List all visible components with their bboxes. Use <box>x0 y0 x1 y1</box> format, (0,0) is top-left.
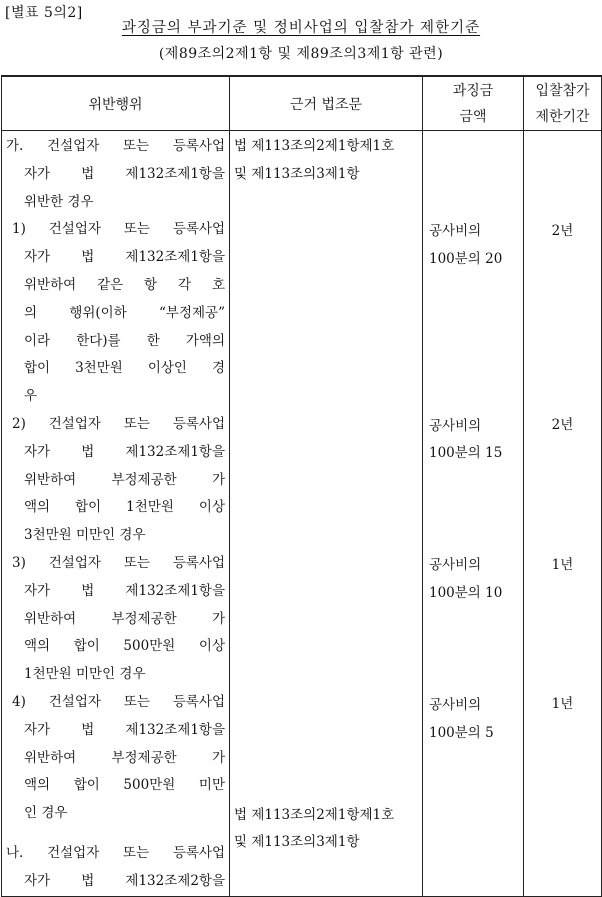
text-line: 이라 한다)를 한 가액의 <box>24 332 225 349</box>
text-line: 공사비의 <box>429 696 482 713</box>
text-line: 100분의 10 <box>429 584 503 601</box>
text-line: 및 제113조의3제1항 <box>234 165 360 182</box>
text-line: 인 경우 <box>24 805 68 822</box>
item-3-period: 1년 <box>551 556 574 573</box>
col-header-fine-line1: 과징금 <box>452 82 494 99</box>
text-line: 공사비의 <box>429 223 482 239</box>
section-b-violation <box>2 828 229 896</box>
col-header-fine <box>423 76 524 131</box>
text-line: 3천만원 미만인 경우 <box>24 527 146 544</box>
text-line: 자가 법 제132조제2항을 <box>24 872 225 889</box>
item-2-fine <box>423 411 523 469</box>
text-line: 자가 법 제132조제1항을 <box>24 443 225 460</box>
table-body-row <box>2 131 602 897</box>
item-2-period: 2년 <box>551 416 574 433</box>
text-line: 우 <box>24 388 38 405</box>
text-line: 2) 건설업자 또는 등록사업 <box>12 415 225 432</box>
item-3-fine <box>423 550 523 608</box>
text-line: 위반하여 같은 항 각 호 <box>24 276 225 293</box>
text-line: 법 제113조의2제1항제1호 <box>234 806 395 823</box>
text-line: 위반한 경우 <box>24 193 94 210</box>
law-column <box>230 131 423 897</box>
text-line: 액의 합이 500만원 미만 <box>24 777 225 794</box>
text-line: 공사비의 <box>429 557 482 574</box>
table-header-row <box>2 76 602 131</box>
document-title-text: 과징금의 부과기준 및 정비사업의 입찰참가 제한기준 <box>121 20 481 36</box>
annex-label: [별표 5의2] <box>5 5 83 21</box>
period-column <box>524 131 602 897</box>
text-line: 100분의 5 <box>429 724 494 741</box>
text-line: 3) 건설업자 또는 등록사업 <box>12 554 225 571</box>
text-line: 위반하여 부정제공한 가 <box>24 610 225 627</box>
item-3-violation <box>2 550 229 689</box>
text-line: 및 제113조의3제1항 <box>234 834 360 851</box>
section-a-law <box>230 131 422 189</box>
text-line: 액의 합이 1천만원 이상 <box>24 499 225 516</box>
text-line: 위반하여 부정제공한 가 <box>24 749 225 766</box>
section-a-violation <box>2 131 229 216</box>
text-line: 자가 법 제132조제1항을 <box>24 582 225 599</box>
col-header-fine-line2: 금액 <box>459 108 487 125</box>
fine-column <box>423 131 524 897</box>
text-line: 100분의 20 <box>429 250 503 267</box>
text-line: 1천만원 미만인 경우 <box>24 666 146 683</box>
document-subtitle: (제89조의2제1항 및 제89조의3제1항 관련) <box>158 46 444 62</box>
text-line: 100분의 15 <box>429 445 503 462</box>
text-line: 법 제113조의2제1항제1호 <box>234 138 395 154</box>
text-line: 공사비의 <box>429 417 482 434</box>
text-line: 자가 법 제132조제1항을 <box>24 165 225 182</box>
item-1-fine <box>423 216 523 274</box>
text-line: 1) 건설업자 또는 등록사업 <box>12 221 225 238</box>
section-b-law <box>230 800 422 858</box>
item-4-violation <box>2 689 229 828</box>
col-header-period-line1: 입찰참가 <box>535 82 590 99</box>
text-line: 위반하여 부정제공한 가 <box>24 471 225 488</box>
item-2-violation <box>2 411 229 550</box>
col-header-law: 근거 법조문 <box>230 76 423 131</box>
standards-table <box>1 75 602 897</box>
item-4-fine <box>423 690 523 748</box>
violation-column <box>2 131 230 897</box>
text-line: 나. 건설업자 또는 등록사업 <box>6 844 225 861</box>
text-line: 자가 법 제132조제1항을 <box>24 721 225 738</box>
col-header-period-line2: 제한기간 <box>535 108 590 125</box>
item-1-period: 2년 <box>551 223 574 239</box>
document-title <box>0 16 602 37</box>
text-line: 자가 법 제132조제1항을 <box>24 249 225 266</box>
col-header-period <box>524 76 602 131</box>
text-line: 4) 건설업자 또는 등록사업 <box>12 693 225 710</box>
text-line: 가. 건설업자 또는 등록사업 <box>6 138 225 154</box>
text-line: 의 행위(이하 “부정제공” <box>24 304 225 321</box>
text-line: 합이 3천만원 이상인 경 <box>24 360 225 377</box>
item-1-violation <box>2 216 229 411</box>
item-4-period: 1년 <box>551 696 574 713</box>
col-header-violation: 위반행위 <box>2 76 230 131</box>
text-line: 액의 합이 500만원 이상 <box>24 638 225 655</box>
